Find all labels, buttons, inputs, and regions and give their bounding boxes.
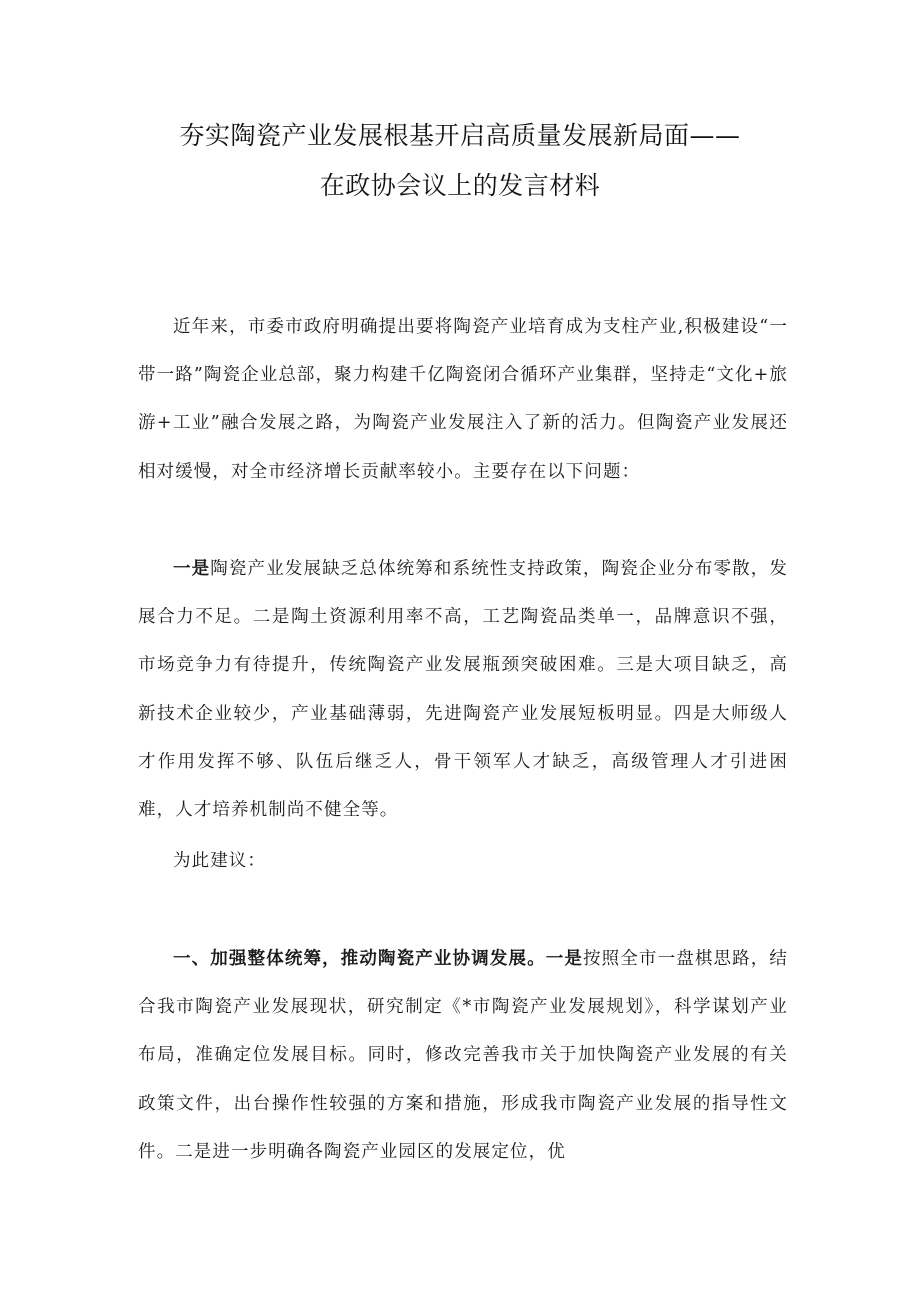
paragraph-problems-lead: 一是: [173, 559, 211, 579]
paragraph-suggestion-1-heading: 一、加强整体统筹，推动陶瓷产业协调发展。一是: [173, 949, 584, 969]
paragraph-intro-text: 近年来，市委市政府明确提出要将陶瓷产业培育成为支柱产业,积极建设“一带一路”陶瓷企业总部，聚力构建千亿陶瓷闭合循环产业集群，坚持走“文化+旅游+工业”融合发展之路，为陶瓷产业发展注入了新的活力。但陶瓷产业发展还相对缓慢，对全市经济增长贡献率较小。主要存在以下问题：: [138, 317, 788, 482]
paragraph-intro: [138, 303, 788, 496]
paragraph-problems-text: [138, 545, 788, 834]
paragraph-suggestion-intro-text: 为此建议：: [173, 851, 266, 871]
paragraph-problems: [138, 545, 788, 834]
document-title-line-1: 夯实陶瓷产业发展根基开启高质量发展新局面——: [179, 121, 741, 150]
paragraph-suggestion-1-text: [138, 935, 788, 1176]
paragraph-suggestion-intro: [138, 837, 788, 885]
paragraph-suggestion-1-body: 按照全市一盘棋思路，结合我市陶瓷产业发展现状，研究制定《*市陶瓷产业发展规划》，科学谋划产业布局，准确定位发展目标。同时，修改完善我市关于加快陶瓷产业发展的有关政策文件，出台操作性较强的方案和措施，形成我市陶瓷产业发展的指导性文件。二是进一步明确各陶瓷产业园区的发展定位，优: [138, 949, 788, 1162]
paragraph-suggestion-1: [138, 935, 788, 1176]
document-title-line-2: 在政协会议上的发言材料: [319, 171, 601, 200]
paragraph-problems-body: 陶瓷产业发展缺乏总体统筹和系统性支持政策，陶瓷企业分布零散，发展合力不足。二是陶土资源利用率不高，工艺陶瓷品类单一，品牌意识不强，市场竞争力有待提升，传统陶瓷产业发展瓶颈突破困难。三是大项目缺乏，高新技术企业较少，产业基础薄弱，先进陶瓷产业发展短板明显。四是大师级人才作用发挥不够、队伍后继乏人，骨干领军人才缺乏，高级管理人才引进困难，人才培养机制尚不健全等。: [138, 559, 788, 821]
